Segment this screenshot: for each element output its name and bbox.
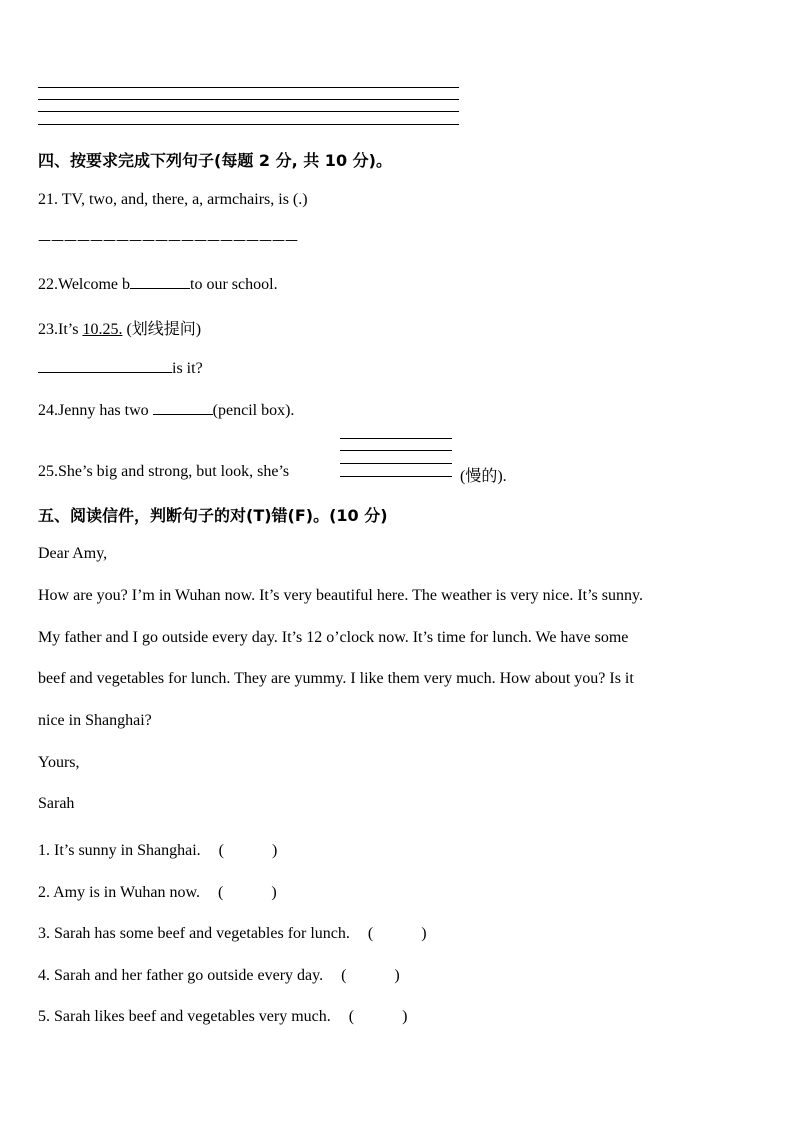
fill-blank[interactable] — [130, 274, 190, 289]
fill-blank[interactable] — [38, 358, 172, 373]
question-number: 23. — [38, 321, 58, 338]
question-prefix: It’s — [58, 321, 83, 338]
section5-heading: 五、阅读信件，判断句子的对(T)错(F)。(10 分) — [38, 506, 388, 525]
answer-line[interactable] — [38, 87, 459, 88]
q25-line[interactable] — [340, 450, 452, 451]
q25-line[interactable] — [340, 476, 452, 477]
q25-line[interactable] — [340, 463, 452, 464]
question-number: 21. — [38, 191, 58, 208]
question-25 — [38, 463, 289, 481]
tf-question-text: 2. Amy is in Wuhan now. — [38, 884, 201, 901]
q21-answer-line[interactable]: ———————————————————— — [38, 233, 298, 248]
answer-line[interactable] — [38, 99, 459, 100]
tf-question-text: 3. Sarah has some beef and vegetables for lunch. — [38, 925, 350, 942]
letter-line: beef and vegetables for lunch. They are yummy. I like them very much. How about you? Is it — [38, 670, 634, 687]
answer-line[interactable] — [38, 124, 459, 125]
tf-answer-paren[interactable]: ( ) — [218, 842, 278, 859]
q25-line[interactable] — [340, 438, 452, 439]
tf-question-text: 4. Sarah and her father go outside every day. — [38, 967, 324, 984]
letter-greeting: Dear Amy, — [38, 545, 108, 562]
answer-line[interactable] — [38, 111, 459, 112]
question-number: 22. — [38, 276, 58, 293]
question-suffix: (pencil box). — [212, 402, 295, 419]
question-23-answer — [38, 358, 203, 378]
tf-question-text: 1. It’s sunny in Shanghai. — [38, 842, 201, 859]
letter-closing: Yours, — [38, 754, 80, 771]
question-24 — [38, 400, 294, 420]
tf-question-1 — [38, 837, 277, 860]
letter-line: My father and I go outside every day. It’s 12 o’clock now. It’s time for lunch. We have some — [38, 629, 629, 646]
tf-answer-paren[interactable]: ( ) — [367, 925, 427, 942]
tf-question-2 — [38, 879, 277, 902]
question-prefix: Welcome b — [58, 276, 131, 293]
tf-answer-paren[interactable]: ( ) — [218, 884, 277, 901]
underlined-time: 10.25. — [82, 321, 123, 338]
question-suffix: to our school. — [190, 276, 278, 293]
tf-question-4 — [38, 962, 400, 985]
letter-line: nice in Shanghai? — [38, 712, 152, 729]
question-number: 24. — [38, 402, 58, 419]
fill-blank[interactable] — [153, 400, 213, 415]
tf-question-5 — [38, 1003, 407, 1026]
question-number: 25. — [38, 463, 58, 480]
question-text: TV, two, and, there, a, armchairs, is (.) — [61, 191, 308, 208]
question-note: (划线提问) — [122, 321, 202, 338]
tf-question-3 — [38, 920, 427, 943]
tf-answer-paren[interactable]: ( ) — [341, 967, 400, 984]
letter-signature: Sarah — [38, 795, 75, 812]
question-25-suffix: (慢的). — [460, 468, 507, 485]
question-23 — [38, 316, 201, 339]
tf-question-text: 5. Sarah likes beef and vegetables very much. — [38, 1008, 331, 1025]
question-prefix: She’s big and strong, but look, she’s — [58, 463, 290, 480]
tf-answer-paren[interactable]: ( ) — [348, 1008, 408, 1025]
letter-line: How are you? I’m in Wuhan now. It’s very beautiful here. The weather is very nice. It’s sunny. — [38, 587, 643, 604]
question-22 — [38, 274, 278, 294]
section4-heading: 四、按要求完成下列句子(每题 2 分, 共 10 分)。 — [38, 151, 392, 170]
answer-suffix: is it? — [172, 360, 203, 377]
question-prefix: Jenny has two — [58, 402, 153, 419]
question-21 — [38, 191, 308, 209]
